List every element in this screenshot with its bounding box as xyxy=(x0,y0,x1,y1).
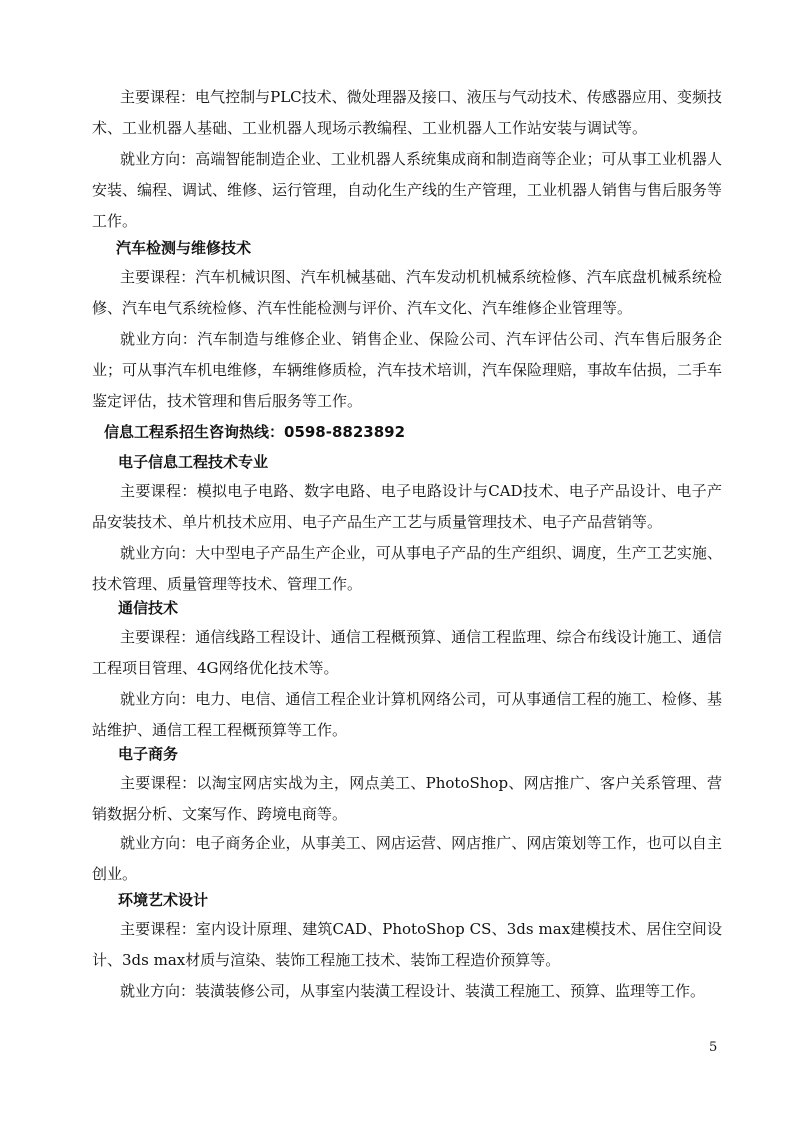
department-hotline: 信息工程系招生咨询热线：0598-8823892 xyxy=(104,423,406,441)
section-heading-communication: 通信技术 xyxy=(118,599,179,617)
design-jobs-paragraph: 就业方向：装潢装修公司，从事室内装潢工程设计、装潢工程施工、预算、监理等工作。 xyxy=(120,982,706,1000)
section-heading-electronics: 电子信息工程技术专业 xyxy=(118,453,269,471)
robot-jobs-paragraph: 就业方向：高端智能制造企业、工业机器人系统集成商和制造商等企业；可从事工业机器人安装、编程、调试、维修、运行管理，自动化生产线的生产管理，工业机器人销售与售后服务等工作。 xyxy=(92,150,723,230)
auto-jobs-paragraph: 就业方向：汽车制造与维修企业、销售企业、保险公司、汽车评估公司、汽车售后服务企业；可从事汽车机电维修，车辆维修质检，汽车技术培训，汽车保险理赔，事故车估损，二手车鉴定评估，技术管理和售后服务等工作。 xyxy=(92,330,723,410)
section-heading-auto-repair: 汽车检测与维修技术 xyxy=(116,239,252,257)
ecommerce-courses-paragraph: 主要课程：以淘宝网店实战为主，网点美工、PhotoShop、网店推广、客户关系管理、营销数据分析、文案写作、跨境电商等。 xyxy=(92,774,722,823)
ecommerce-jobs-paragraph: 就业方向：电子商务企业，从事美工、网店运营、网店推广、网店策划等工作，也可以自主创业。 xyxy=(92,834,722,883)
electronics-courses-paragraph: 主要课程：模拟电子电路、数字电路、电子电路设计与CAD技术、电子产品设计、电子产品安装技术、单片机技术应用、电子产品生产工艺与质量管理技术、电子产品营销等。 xyxy=(92,482,722,531)
electronics-jobs-paragraph: 就业方向：大中型电子产品生产企业，可从事电子产品的生产组织、调度，生产工艺实施、技术管理、质量管理等技术、管理工作。 xyxy=(92,544,722,593)
page-number: 5 xyxy=(709,1040,718,1055)
design-courses-paragraph: 主要课程：室内设计原理、建筑CAD、PhotoShop CS、3ds max建模技术、居住空间设计、3ds max材质与渲染、装饰工程施工技术、装饰工程造价预算等。 xyxy=(92,920,722,969)
section-heading-ecommerce: 电子商务 xyxy=(118,745,179,763)
communication-courses-paragraph: 主要课程：通信线路工程设计、通信工程概预算、通信工程监理、综合布线设计施工、通信工程项目管理、4G网络优化技术等。 xyxy=(92,628,722,677)
robot-courses-paragraph: 主要课程：电气控制与PLC技术、微处理器及接口、液压与气动技术、传感器应用、变频技术、工业机器人基础、工业机器人现场示教编程、工业机器人工作站安装与调试等。 xyxy=(92,88,722,137)
communication-jobs-paragraph: 就业方向：电力、电信、通信工程企业计算机网络公司，可从事通信工程的施工、检修、基站维护、通信工程工程概预算等工作。 xyxy=(92,690,722,739)
auto-courses-paragraph: 主要课程：汽车机械识图、汽车机械基础、汽车发动机机械系统检修、汽车底盘机械系统检修、汽车电气系统检修、汽车性能检测与评价、汽车文化、汽车维修企业管理等。 xyxy=(92,268,722,317)
section-heading-environmental-design: 环境艺术设计 xyxy=(118,891,209,909)
